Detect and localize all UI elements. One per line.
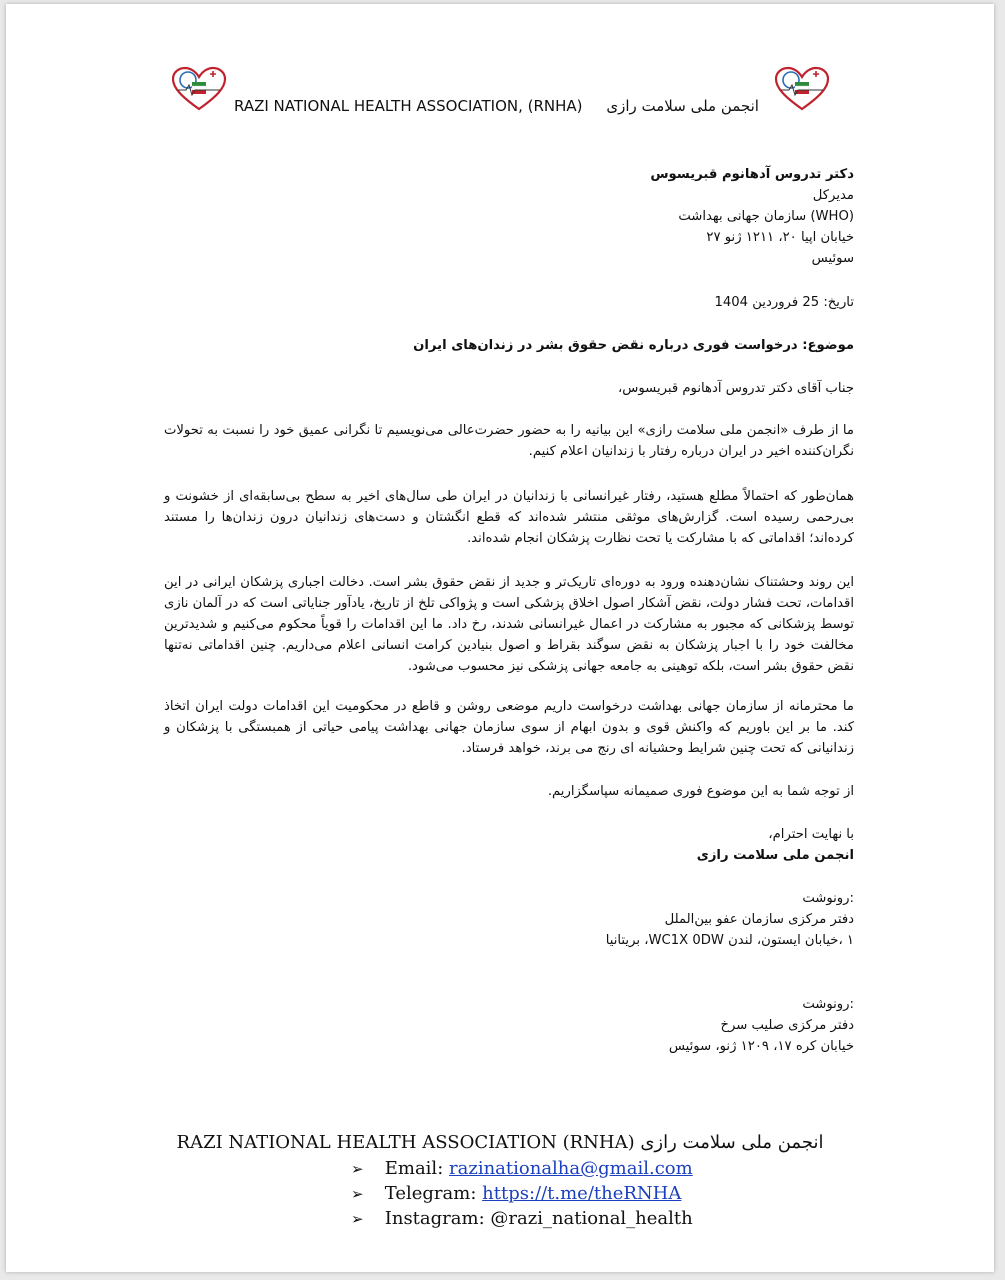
cc1-label: :رونوشت	[802, 891, 854, 906]
footer-instagram-line	[351, 1208, 693, 1229]
footer-telegram-line	[351, 1183, 681, 1204]
footer-title: RAZI NATIONAL HEALTH ASSOCIATION (RNHA) انجمن ملی سلامت رازی	[176, 1132, 824, 1153]
closing-signature: انجمن ملی سلامت رازی	[696, 848, 854, 863]
recipient-title: مدیرکل	[812, 188, 854, 203]
letter-salutation: جناب آقای دکتر تدروس آدهانوم قبریسوس،	[618, 381, 854, 396]
footer-instagram-label: Instagram:	[384, 1208, 485, 1229]
header-org-name	[234, 97, 759, 115]
arrow-bullet-icon: ➢	[351, 1160, 364, 1178]
rnha-logo-left	[170, 66, 228, 112]
recipient-country: سوئیس	[811, 251, 854, 266]
cc1-office: دفتر مرکزی سازمان عفو بین‌الملل	[664, 912, 854, 927]
footer-email-line	[351, 1158, 693, 1179]
footer-telegram-link[interactable]: https://t.me/theRNHA	[482, 1183, 682, 1204]
paragraph-5: از توجه شما به این موضوع فوری صمیمانه سپاسگزاریم.	[547, 784, 854, 799]
closing-line: با نهایت احترام،	[768, 827, 854, 842]
header-org-fa: انجمن ملی سلامت رازی	[606, 97, 759, 115]
paragraph-2: همان‌طور که احتمالاً مطلع هستید، رفتار غیرانسانی با زندانیان در ایران طی سال‌های اخیر به سطح بی‌سابقه‌ای از خشونت و بی‌رحمی رسیده است. گزارش‌های موثقی منتشر شده‌اند که قطع انگشتان و دست‌های زندانیان درون زندان‌ها را مستند کرده‌اند؛ اقداماتی که با مشارکت یا تحت نظارت پزشکان انجام شده‌اند.	[164, 489, 854, 546]
paragraph-3: این روند وحشتناک نشان‌دهنده ورود به دوره‌ای تاریک‌تر و جدید از نقض حقوق بشر است. دخالت اجباری پزشکان ایرانی در این اقدامات، تحت فشار دولت، نقض آشکار اصول اخلاق پزشکی است و پژواکی تلخ از تاریخ، یادآور جنایاتی است که در آلمان نازی توسط پزشکانی که مجبور به مشارکت در اعمال غیرانسانی شدند، رخ داد. ما این اقدامات را قویاً محکوم می‌کنیم و شدیدترین مخالفت خود را با اجبار پزشکان به نقض سوگند بقراط و اصول بنیادین کرامت انسانی اعلام می‌داریم. چنین اقداماتی نه‌تنها نقض حقوق بشر است، بلکه توهینی به جامعه جهانی پزشکی نیز محسوب می‌شود.	[164, 575, 854, 674]
letter-subject: موضوع: درخواست فوری درباره نقض حقوق بشر در زندان‌های ایران	[413, 338, 854, 353]
paragraph-4: ما محترمانه از سازمان جهانی بهداشت درخواست داریم موضعی روشن و قاطع در محکومیت این اقدامات دولت ایران اتخاذ کند. ما بر این باوریم که واکنش قوی و بدون ابهام از سوی سازمان جهانی بهداشت پیامی حیاتی از همبستگی با پزشکان و زندانیانی که تحت چنین شرایط وحشیانه ای رنج می برند، خواهد فرستاد.	[164, 699, 854, 756]
recipient-street: خیابان اپیا ۲۰، ۱۲۱۱ ژنو ۲۷	[706, 230, 854, 245]
footer-email-link[interactable]: razinationalha@gmail.com	[449, 1158, 693, 1179]
heart-logo-icon	[773, 66, 831, 112]
rnha-logo-right	[773, 66, 831, 112]
recipient-name: دکتر تدروس آدهانوم قبریسوس	[650, 167, 854, 182]
cc2-office: دفتر مرکزی صلیب سرخ	[720, 1018, 854, 1033]
footer-instagram-handle: @razi_national_health	[490, 1208, 693, 1229]
cc2-address: خیابان کره ۱۷، ۱۲۰۹ ژنو، سوئیس	[668, 1039, 854, 1054]
header-org-en: RAZI NATIONAL HEALTH ASSOCIATION, (RNHA)	[234, 97, 583, 115]
heart-logo-icon	[170, 66, 228, 112]
cc1-address: ۱ ،خیابان ایستون، لندن WC1X 0DW، بریتانیا	[605, 933, 854, 948]
cc2-label: :رونوشت	[802, 997, 854, 1012]
footer-email-label: Email:	[384, 1158, 444, 1179]
letter-page	[6, 4, 994, 1272]
footer-telegram-label: Telegram:	[384, 1183, 477, 1204]
arrow-bullet-icon: ➢	[351, 1185, 364, 1203]
arrow-bullet-icon: ➢	[351, 1210, 364, 1228]
recipient-organization: (WHO) سازمان جهانی بهداشت	[678, 209, 854, 224]
paragraph-1: ما از طرف «انجمن ملی سلامت رازی» این بیانیه را به حضور حضرت‌عالی می‌نویسیم تا نگرانی عمیق خود را نسبت به تحولات نگران‌کننده اخیر در ایران درباره رفتار با زندانیان اعلام کنیم.	[164, 423, 854, 459]
letter-date: تاریخ: 25 فروردین 1404	[714, 295, 854, 310]
